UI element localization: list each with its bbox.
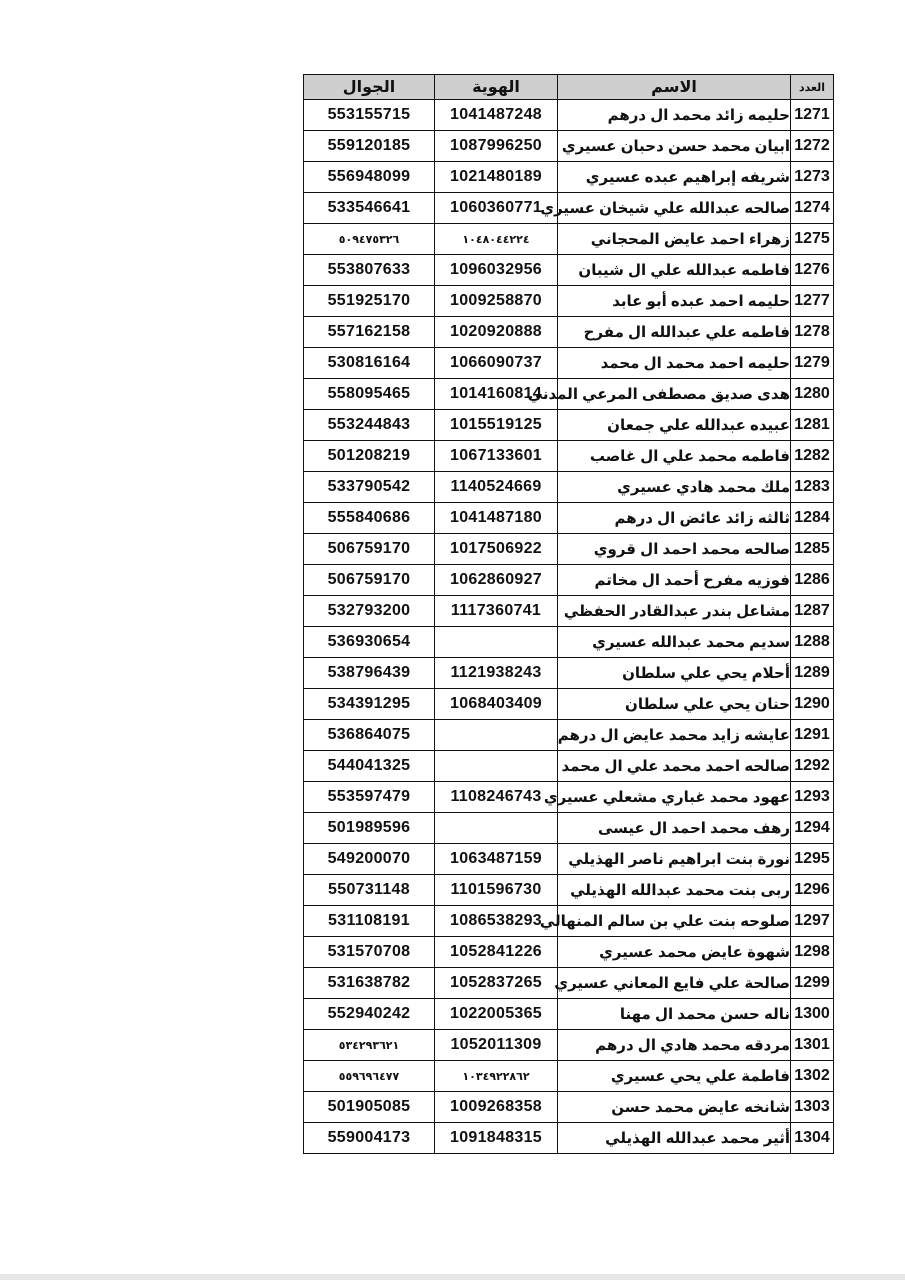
row-number: 1291 [791, 720, 834, 751]
row-number: 1282 [791, 441, 834, 472]
row-number: 1278 [791, 317, 834, 348]
row-id: 1063487159 [435, 844, 558, 875]
row-name: هدى صديق مصطفى المرعي المدني [558, 379, 791, 410]
row-name: مردقه محمد هادي ال درهم [558, 1030, 791, 1061]
row-number: 1288 [791, 627, 834, 658]
table-row [304, 286, 834, 317]
row-id: 1017506922 [435, 534, 558, 565]
row-mobile: 553597479 [304, 782, 435, 813]
row-mobile: 506759170 [304, 565, 435, 596]
header-row [304, 75, 834, 100]
row-name: فوزيه مفرح أحمد ال مخاتم [558, 565, 791, 596]
row-id: 1022005365 [435, 999, 558, 1030]
row-mobile: 550731148 [304, 875, 435, 906]
row-number: 1274 [791, 193, 834, 224]
row-name: ابيان محمد حسن دحبان عسيري [558, 131, 791, 162]
row-name: نورة بنت ابراهيم ناصر الهذيلي [558, 844, 791, 875]
table-row [304, 565, 834, 596]
row-id [435, 751, 558, 782]
table-row [304, 968, 834, 999]
row-id: 1041487248 [435, 100, 558, 131]
row-number: 1298 [791, 937, 834, 968]
table-row [304, 627, 834, 658]
row-mobile: 538796439 [304, 658, 435, 689]
row-mobile: ٥٥٩٦٩٦٤٧٧ [304, 1061, 435, 1092]
table-row [304, 534, 834, 565]
row-mobile: 533546641 [304, 193, 435, 224]
row-name: حليمه زائد محمد ال درهم [558, 100, 791, 131]
row-number: 1301 [791, 1030, 834, 1061]
row-mobile: 555840686 [304, 503, 435, 534]
table-row [304, 193, 834, 224]
row-id: 1021480189 [435, 162, 558, 193]
row-mobile: 530816164 [304, 348, 435, 379]
row-mobile: ٥٣٤٢٩٣٦٢١ [304, 1030, 435, 1061]
row-number: 1284 [791, 503, 834, 534]
row-name: زهراء احمد عايض المحجاني [558, 224, 791, 255]
row-name: رهف محمد احمد ال عيسى [558, 813, 791, 844]
row-name: فاطمه علي عبدالله ال مفرح [558, 317, 791, 348]
table-row [304, 596, 834, 627]
table-row [304, 999, 834, 1030]
row-mobile: 551925170 [304, 286, 435, 317]
row-number: 1277 [791, 286, 834, 317]
row-number: 1280 [791, 379, 834, 410]
row-name: فاطمه عبدالله علي ال شيبان [558, 255, 791, 286]
table-row [304, 875, 834, 906]
table-row [304, 720, 834, 751]
row-mobile: 506759170 [304, 534, 435, 565]
row-id: 1052011309 [435, 1030, 558, 1061]
row-mobile: 531638782 [304, 968, 435, 999]
table-row [304, 224, 834, 255]
row-name: حنان يحي علي سلطان [558, 689, 791, 720]
row-id: 1052837265 [435, 968, 558, 999]
row-name: مشاعل بندر عبدالقادر الحفظي [558, 596, 791, 627]
row-id: 1086538293 [435, 906, 558, 937]
row-name: شهوة عايض محمد عسيري [558, 937, 791, 968]
row-name: ملك محمد هادي عسيري [558, 472, 791, 503]
row-mobile: 544041325 [304, 751, 435, 782]
row-id: 1108246743 [435, 782, 558, 813]
row-id [435, 813, 558, 844]
row-name: صالحه محمد احمد ال قروي [558, 534, 791, 565]
table-row [304, 813, 834, 844]
row-name: صالحة علي فايع المعاني عسيري [558, 968, 791, 999]
row-number: 1297 [791, 906, 834, 937]
row-mobile: 553155715 [304, 100, 435, 131]
table-row [304, 162, 834, 193]
row-name: شريفه إبراهيم عبده عسيري [558, 162, 791, 193]
row-number: 1302 [791, 1061, 834, 1092]
row-mobile: 553244843 [304, 410, 435, 441]
row-mobile: 501208219 [304, 441, 435, 472]
row-number: 1281 [791, 410, 834, 441]
header-number: العدد [791, 75, 834, 100]
row-number: 1273 [791, 162, 834, 193]
header-mobile: الجوال [304, 75, 435, 100]
row-name: ربى بنت محمد عبدالله الهذيلي [558, 875, 791, 906]
row-name: صالحه عبدالله علي شيخان عسيري [558, 193, 791, 224]
row-mobile: 501989596 [304, 813, 435, 844]
row-number: 1300 [791, 999, 834, 1030]
row-id: 1096032956 [435, 255, 558, 286]
row-id: 1101596730 [435, 875, 558, 906]
row-id: 1015519125 [435, 410, 558, 441]
row-name: فاطمه محمد علي ال غاصب [558, 441, 791, 472]
table-row [304, 937, 834, 968]
row-id: 1091848315 [435, 1123, 558, 1154]
row-id [435, 720, 558, 751]
row-mobile: 536930654 [304, 627, 435, 658]
row-mobile: 553807633 [304, 255, 435, 286]
row-name: عايشه زايد محمد عايض ال درهم [558, 720, 791, 751]
table-row [304, 751, 834, 782]
row-name: ثالثه زائد عائض ال درهم [558, 503, 791, 534]
row-name: ناله حسن محمد ال مهنا [558, 999, 791, 1030]
table-row [304, 1092, 834, 1123]
row-mobile: 552940242 [304, 999, 435, 1030]
row-number: 1293 [791, 782, 834, 813]
row-id: 1020920888 [435, 317, 558, 348]
row-id: 1060360771 [435, 193, 558, 224]
table-body [304, 100, 834, 1154]
row-number: 1283 [791, 472, 834, 503]
table-row [304, 441, 834, 472]
header-id: الهوية [435, 75, 558, 100]
row-mobile: 532793200 [304, 596, 435, 627]
table-header [304, 75, 834, 100]
table-row [304, 689, 834, 720]
row-id: 1014160814 [435, 379, 558, 410]
row-name: أثير محمد عبدالله الهذيلي [558, 1123, 791, 1154]
row-id: 1067133601 [435, 441, 558, 472]
row-number: 1304 [791, 1123, 834, 1154]
table-row [304, 658, 834, 689]
row-number: 1272 [791, 131, 834, 162]
row-mobile: 556948099 [304, 162, 435, 193]
row-id: ١٠٤٨٠٤٤٢٢٤ [435, 224, 558, 255]
row-id: 1066090737 [435, 348, 558, 379]
row-number: 1276 [791, 255, 834, 286]
row-number: 1271 [791, 100, 834, 131]
row-number: 1294 [791, 813, 834, 844]
row-mobile: 559004173 [304, 1123, 435, 1154]
table-row [304, 1030, 834, 1061]
row-name: صلوحه بنت علي بن سالم المنهالي [558, 906, 791, 937]
table-row [304, 410, 834, 441]
row-id: 1140524669 [435, 472, 558, 503]
row-name: صالحه احمد محمد علي ال محمد [558, 751, 791, 782]
row-id: 1041487180 [435, 503, 558, 534]
row-number: 1275 [791, 224, 834, 255]
header-name: الاسم [558, 75, 791, 100]
row-id: 1117360741 [435, 596, 558, 627]
row-name: عهود محمد غباري مشعلي عسيري [558, 782, 791, 813]
table-row [304, 131, 834, 162]
row-id: ١٠٣٤٩٢٢٨٦٢ [435, 1061, 558, 1092]
table-row [304, 782, 834, 813]
row-id: 1009268358 [435, 1092, 558, 1123]
beneficiaries-table [303, 74, 834, 1154]
row-number: 1299 [791, 968, 834, 999]
row-number: 1285 [791, 534, 834, 565]
row-mobile: 536864075 [304, 720, 435, 751]
row-number: 1295 [791, 844, 834, 875]
table-row [304, 472, 834, 503]
row-mobile: 557162158 [304, 317, 435, 348]
table-row [304, 379, 834, 410]
row-mobile: ٥٠٩٤٧٥٣٢٦ [304, 224, 435, 255]
row-mobile: 501905085 [304, 1092, 435, 1123]
row-mobile: 531108191 [304, 906, 435, 937]
row-name: حليمه احمد عبده أبو عابد [558, 286, 791, 317]
row-mobile: 559120185 [304, 131, 435, 162]
row-name: فاطمة علي يحي عسيري [558, 1061, 791, 1092]
row-mobile: 533790542 [304, 472, 435, 503]
row-number: 1292 [791, 751, 834, 782]
row-mobile: 549200070 [304, 844, 435, 875]
row-number: 1279 [791, 348, 834, 379]
row-mobile: 531570708 [304, 937, 435, 968]
row-number: 1286 [791, 565, 834, 596]
table-row [304, 317, 834, 348]
table-row [304, 1123, 834, 1154]
table-row [304, 844, 834, 875]
table-row [304, 255, 834, 286]
row-id: 1062860927 [435, 565, 558, 596]
row-id: 1087996250 [435, 131, 558, 162]
row-id: 1052841226 [435, 937, 558, 968]
row-name: شانخه عايض محمد حسن [558, 1092, 791, 1123]
row-mobile: 534391295 [304, 689, 435, 720]
table-row [304, 503, 834, 534]
row-id: 1121938243 [435, 658, 558, 689]
row-name: حليمه احمد محمد ال محمد [558, 348, 791, 379]
row-number: 1289 [791, 658, 834, 689]
row-number: 1296 [791, 875, 834, 906]
row-name: عبيده عبدالله علي جمعان [558, 410, 791, 441]
row-name: أحلام يحي علي سلطان [558, 658, 791, 689]
table-row [304, 906, 834, 937]
table-row [304, 1061, 834, 1092]
table-row [304, 348, 834, 379]
table-row [304, 100, 834, 131]
row-id [435, 627, 558, 658]
row-id: 1009258870 [435, 286, 558, 317]
row-number: 1303 [791, 1092, 834, 1123]
row-number: 1287 [791, 596, 834, 627]
row-id: 1068403409 [435, 689, 558, 720]
page-bottom-edge [0, 1274, 905, 1280]
row-number: 1290 [791, 689, 834, 720]
row-name: سديم محمد عبدالله عسيري [558, 627, 791, 658]
row-mobile: 558095465 [304, 379, 435, 410]
